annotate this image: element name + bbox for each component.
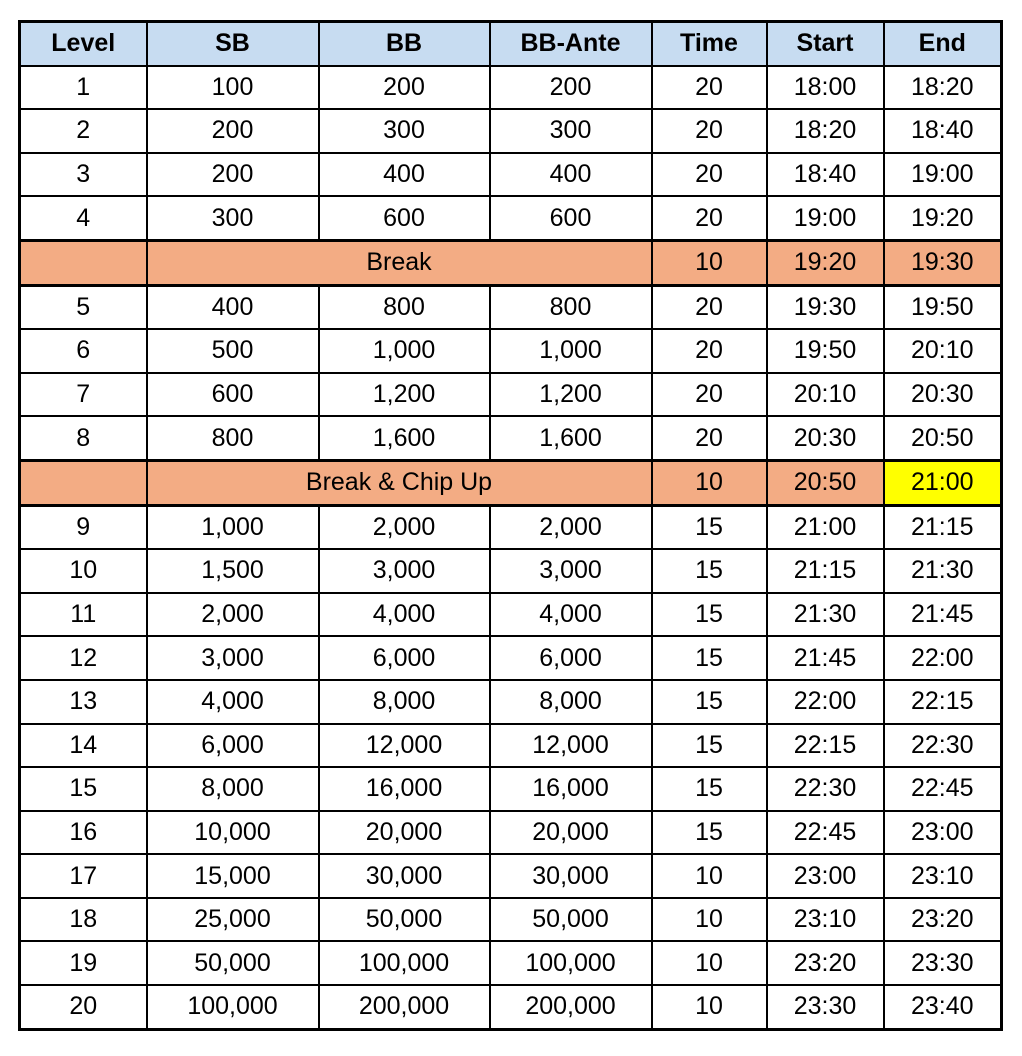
cell-bb: 2,000 <box>319 505 490 549</box>
cell-level: 18 <box>20 898 147 942</box>
cell-time: 20 <box>652 109 767 153</box>
table-row <box>20 898 1002 942</box>
cell-end: 22:00 <box>884 636 1002 680</box>
cell-start: 23:10 <box>767 898 884 942</box>
table-row <box>20 767 1002 811</box>
cell-level: 7 <box>20 373 147 417</box>
cell-sb: 800 <box>147 416 319 460</box>
cell-level: 14 <box>20 724 147 768</box>
cell-time: 10 <box>652 854 767 898</box>
cell-time: 15 <box>652 811 767 855</box>
cell-start: 20:30 <box>767 416 884 460</box>
cell-time: 20 <box>652 153 767 197</box>
cell-sb: 300 <box>147 196 319 240</box>
cell-bb-ante: 50,000 <box>490 898 652 942</box>
cell-end: 19:20 <box>884 196 1002 240</box>
cell-bb: 8,000 <box>319 680 490 724</box>
cell-sb: 600 <box>147 373 319 417</box>
cell-bb-ante: 600 <box>490 196 652 240</box>
table-row <box>20 285 1002 329</box>
cell-time: 10 <box>652 898 767 942</box>
column-header-end: End <box>884 22 1002 66</box>
cell-time: 20 <box>652 285 767 329</box>
cell-bb: 300 <box>319 109 490 153</box>
cell-level: 4 <box>20 196 147 240</box>
cell-sb: 3,000 <box>147 636 319 680</box>
cell-time: 10 <box>652 460 767 505</box>
cell-level: 5 <box>20 285 147 329</box>
cell-bb-ante: 300 <box>490 109 652 153</box>
cell-end: 22:30 <box>884 724 1002 768</box>
cell-bb-ante: 2,000 <box>490 505 652 549</box>
cell-bb-ante: 8,000 <box>490 680 652 724</box>
cell-start: 18:20 <box>767 109 884 153</box>
cell-level: 1 <box>20 66 147 110</box>
cell-bb: 200 <box>319 66 490 110</box>
table-row <box>20 636 1002 680</box>
break-label-cell: Break <box>147 240 652 285</box>
cell-sb: 10,000 <box>147 811 319 855</box>
cell-sb: 2,000 <box>147 593 319 637</box>
cell-bb: 1,000 <box>319 329 490 373</box>
cell-sb: 25,000 <box>147 898 319 942</box>
table-row <box>20 593 1002 637</box>
cell-level: 17 <box>20 854 147 898</box>
cell-start: 19:20 <box>767 240 884 285</box>
cell-end: 19:00 <box>884 153 1002 197</box>
cell-time: 15 <box>652 680 767 724</box>
table-row <box>20 680 1002 724</box>
break-row <box>20 460 1002 505</box>
cell-time: 20 <box>652 329 767 373</box>
cell-bb-ante: 1,000 <box>490 329 652 373</box>
cell-level: 11 <box>20 593 147 637</box>
cell-bb: 400 <box>319 153 490 197</box>
cell-end: 22:45 <box>884 767 1002 811</box>
cell-level: 6 <box>20 329 147 373</box>
table-row <box>20 811 1002 855</box>
cell-end: 18:40 <box>884 109 1002 153</box>
cell-bb: 600 <box>319 196 490 240</box>
table-row <box>20 196 1002 240</box>
cell-time: 15 <box>652 767 767 811</box>
cell-bb: 20,000 <box>319 811 490 855</box>
cell-bb: 100,000 <box>319 941 490 985</box>
cell-bb-ante: 16,000 <box>490 767 652 811</box>
cell-sb: 200 <box>147 153 319 197</box>
cell-start: 21:45 <box>767 636 884 680</box>
blind-structure-table <box>18 20 1003 1031</box>
cell-time: 20 <box>652 416 767 460</box>
cell-start: 21:00 <box>767 505 884 549</box>
cell-bb-ante: 1,200 <box>490 373 652 417</box>
cell-sb: 100 <box>147 66 319 110</box>
cell-time: 15 <box>652 505 767 549</box>
table-row <box>20 941 1002 985</box>
cell-bb-ante: 3,000 <box>490 549 652 593</box>
cell-bb: 800 <box>319 285 490 329</box>
cell-end: 18:20 <box>884 66 1002 110</box>
table-row <box>20 153 1002 197</box>
cell-time: 20 <box>652 196 767 240</box>
cell-start: 22:30 <box>767 767 884 811</box>
cell-bb-ante: 200 <box>490 66 652 110</box>
column-header-level: Level <box>20 22 147 66</box>
cell-sb: 1,500 <box>147 549 319 593</box>
cell-start: 20:50 <box>767 460 884 505</box>
cell-end: 21:15 <box>884 505 1002 549</box>
cell-level: 2 <box>20 109 147 153</box>
cell-start: 19:30 <box>767 285 884 329</box>
cell-time: 20 <box>652 66 767 110</box>
table-row <box>20 985 1002 1029</box>
table-row <box>20 724 1002 768</box>
cell-sb: 100,000 <box>147 985 319 1029</box>
cell-sb: 8,000 <box>147 767 319 811</box>
cell-bb-ante: 1,600 <box>490 416 652 460</box>
cell-bb: 16,000 <box>319 767 490 811</box>
cell-start: 23:30 <box>767 985 884 1029</box>
break-row <box>20 240 1002 285</box>
cell-time: 20 <box>652 373 767 417</box>
cell-start: 22:15 <box>767 724 884 768</box>
cell-start: 18:00 <box>767 66 884 110</box>
table-row <box>20 373 1002 417</box>
cell-end: 22:15 <box>884 680 1002 724</box>
table-row <box>20 549 1002 593</box>
cell-start: 23:20 <box>767 941 884 985</box>
cell-time: 15 <box>652 549 767 593</box>
cell-sb: 200 <box>147 109 319 153</box>
column-header-time: Time <box>652 22 767 66</box>
cell-sb: 500 <box>147 329 319 373</box>
cell-bb: 200,000 <box>319 985 490 1029</box>
cell-start: 21:15 <box>767 549 884 593</box>
cell-sb: 15,000 <box>147 854 319 898</box>
cell-bb-ante: 4,000 <box>490 593 652 637</box>
header-row <box>20 22 1002 66</box>
cell-bb-ante: 100,000 <box>490 941 652 985</box>
cell-start: 22:00 <box>767 680 884 724</box>
table-row <box>20 329 1002 373</box>
cell-start: 22:45 <box>767 811 884 855</box>
column-header-bb-ante: BB-Ante <box>490 22 652 66</box>
blind-structure-body <box>20 66 1002 1030</box>
cell-bb: 1,200 <box>319 373 490 417</box>
cell-end: 23:30 <box>884 941 1002 985</box>
cell-end: 21:00 <box>884 460 1002 505</box>
column-header-bb: BB <box>319 22 490 66</box>
cell-level: 15 <box>20 767 147 811</box>
cell-start: 19:50 <box>767 329 884 373</box>
cell-end: 23:00 <box>884 811 1002 855</box>
cell-bb: 12,000 <box>319 724 490 768</box>
cell-bb: 4,000 <box>319 593 490 637</box>
cell-bb-ante: 800 <box>490 285 652 329</box>
cell-level: 20 <box>20 985 147 1029</box>
cell-time: 15 <box>652 636 767 680</box>
column-header-start: Start <box>767 22 884 66</box>
table-row <box>20 109 1002 153</box>
cell-end: 20:10 <box>884 329 1002 373</box>
cell-bb-ante: 6,000 <box>490 636 652 680</box>
cell-end: 23:40 <box>884 985 1002 1029</box>
cell-level <box>20 240 147 285</box>
cell-level: 8 <box>20 416 147 460</box>
cell-bb: 30,000 <box>319 854 490 898</box>
cell-level: 9 <box>20 505 147 549</box>
cell-bb: 1,600 <box>319 416 490 460</box>
cell-start: 21:30 <box>767 593 884 637</box>
cell-bb-ante: 20,000 <box>490 811 652 855</box>
cell-sb: 400 <box>147 285 319 329</box>
cell-level: 10 <box>20 549 147 593</box>
cell-start: 20:10 <box>767 373 884 417</box>
cell-bb-ante: 200,000 <box>490 985 652 1029</box>
cell-bb: 3,000 <box>319 549 490 593</box>
cell-start: 19:00 <box>767 196 884 240</box>
cell-bb-ante: 30,000 <box>490 854 652 898</box>
cell-level: 3 <box>20 153 147 197</box>
cell-end: 23:10 <box>884 854 1002 898</box>
cell-end: 19:30 <box>884 240 1002 285</box>
cell-sb: 6,000 <box>147 724 319 768</box>
break-label-cell: Break & Chip Up <box>147 460 652 505</box>
cell-end: 23:20 <box>884 898 1002 942</box>
cell-end: 19:50 <box>884 285 1002 329</box>
table-row <box>20 416 1002 460</box>
cell-end: 21:30 <box>884 549 1002 593</box>
cell-sb: 1,000 <box>147 505 319 549</box>
cell-end: 20:50 <box>884 416 1002 460</box>
cell-level: 12 <box>20 636 147 680</box>
cell-sb: 50,000 <box>147 941 319 985</box>
cell-level <box>20 460 147 505</box>
cell-bb-ante: 400 <box>490 153 652 197</box>
cell-time: 10 <box>652 985 767 1029</box>
table-row <box>20 66 1002 110</box>
cell-bb: 50,000 <box>319 898 490 942</box>
cell-time: 15 <box>652 593 767 637</box>
column-header-sb: SB <box>147 22 319 66</box>
cell-end: 21:45 <box>884 593 1002 637</box>
cell-level: 19 <box>20 941 147 985</box>
cell-start: 23:00 <box>767 854 884 898</box>
table-row <box>20 854 1002 898</box>
cell-bb-ante: 12,000 <box>490 724 652 768</box>
cell-time: 15 <box>652 724 767 768</box>
cell-time: 10 <box>652 240 767 285</box>
table-row <box>20 505 1002 549</box>
cell-sb: 4,000 <box>147 680 319 724</box>
cell-level: 16 <box>20 811 147 855</box>
cell-level: 13 <box>20 680 147 724</box>
cell-bb: 6,000 <box>319 636 490 680</box>
cell-time: 10 <box>652 941 767 985</box>
cell-end: 20:30 <box>884 373 1002 417</box>
cell-start: 18:40 <box>767 153 884 197</box>
